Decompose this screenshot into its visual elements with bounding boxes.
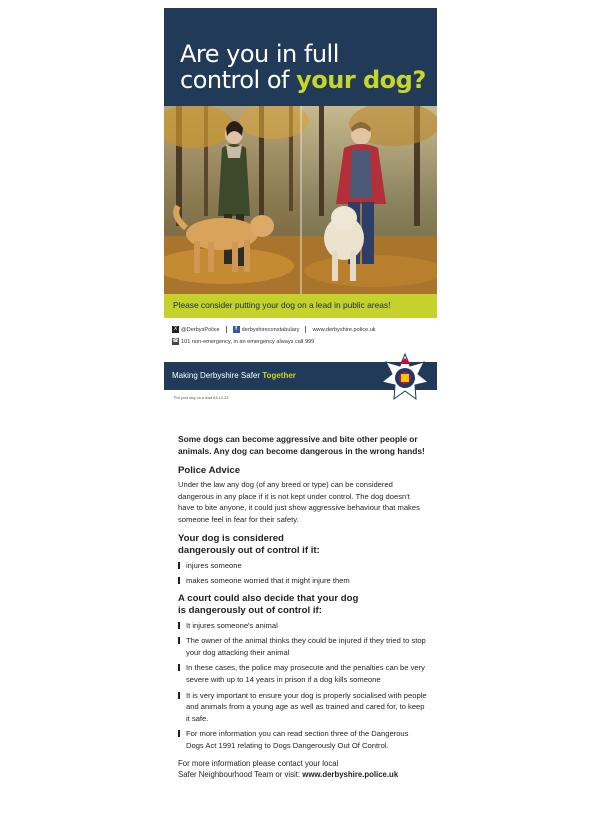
title-highlight: your dog? bbox=[296, 66, 426, 94]
section2-heading bbox=[178, 593, 428, 617]
facebook-icon: f bbox=[233, 326, 240, 333]
divider bbox=[226, 326, 227, 333]
leaflet-back bbox=[178, 434, 428, 780]
banner-text: Please consider putting your dog on a lead in public areas! bbox=[173, 300, 391, 310]
x-twitter-icon: X bbox=[173, 326, 178, 332]
outro-line2-text: Safer Neighbourhood Team or visit: bbox=[178, 769, 303, 779]
social-row bbox=[172, 326, 376, 333]
phone-text: 101 non-emergency, in an emergency always call 999 bbox=[181, 338, 315, 345]
section1-list bbox=[178, 560, 428, 586]
police-crest-icon bbox=[380, 352, 430, 402]
list-item: injures someone bbox=[178, 560, 428, 572]
section1-heading-line2: dangerously out of control if it: bbox=[178, 545, 320, 557]
phone-icon: ☎ bbox=[172, 338, 179, 344]
website-link[interactable]: www.derbyshire.police.uk bbox=[312, 326, 376, 333]
title-line-2-plain: control of bbox=[180, 66, 297, 94]
dog-walkers-photo bbox=[164, 106, 437, 294]
list-item: It is very important to ensure your dog is properly socialised with people and animals from a young age as well as trained and cared for, to keep it safe. bbox=[178, 690, 428, 725]
outro-website-link[interactable]: www.derbyshire.police.uk bbox=[302, 769, 399, 779]
list-item: The owner of the animal thinks they could be injured if they tried to stop your dog attacking their animal bbox=[178, 635, 428, 658]
title-line-1: Are you in full bbox=[180, 40, 339, 68]
divider bbox=[305, 326, 306, 333]
section2-heading-line2: is dangerously out of control if: bbox=[178, 604, 322, 616]
twitter-handle[interactable]: @DerbysPolice bbox=[181, 326, 220, 333]
photo-illustration bbox=[164, 106, 437, 294]
list-item: makes someone worried that it might injure them bbox=[178, 575, 428, 587]
leaflet-front bbox=[164, 8, 437, 400]
section2-heading-line1: A court could also decide that your dog bbox=[178, 592, 359, 604]
tagline-plain: Making Derbyshire Safer bbox=[172, 371, 263, 380]
tagline-highlight: Together bbox=[262, 371, 296, 380]
title-line-2 bbox=[180, 67, 426, 93]
list-item: In these cases, the police may prosecute and the penalties can be very severe with up to 14 years in prison if a dog kills someone bbox=[178, 662, 428, 685]
intro-text: Some dogs can become aggressive and bite other people or animals. Any dog can become dangerous in the wrong hands! bbox=[178, 434, 425, 456]
tagline-bar bbox=[164, 362, 437, 390]
list-item: For more information you can read section three of the Dangerous Dogs Act 1991 relating to Dogs Dangerously Out Of Control. bbox=[178, 728, 428, 751]
police-advice-heading: Police Advice bbox=[178, 465, 241, 476]
outro-line2 bbox=[178, 769, 428, 780]
tagline bbox=[172, 371, 296, 380]
phone-row bbox=[172, 338, 314, 345]
police-advice-text: Under the law any dog (of any breed or type) can be considered dangerous in any place if it is not kept under control. The dog doesn't have to bite anyone, it could just show aggressive behaviour that makes someone feel in fear for their safety. bbox=[178, 480, 420, 524]
lead-advice-banner bbox=[164, 294, 437, 318]
facebook-handle[interactable]: derbyshireconstabulary bbox=[241, 326, 300, 333]
outro-line1: For more information please contact your local bbox=[178, 758, 339, 768]
list-item: It injures someone's animal bbox=[178, 620, 428, 632]
contact-footer bbox=[178, 758, 428, 780]
section1-heading-line1: Your dog is considered bbox=[178, 533, 284, 545]
section1-heading bbox=[178, 533, 428, 557]
title-panel bbox=[164, 8, 437, 106]
print-reference: Put your dog on a lead A5 12-23 bbox=[174, 396, 229, 400]
section2-list bbox=[178, 620, 428, 752]
